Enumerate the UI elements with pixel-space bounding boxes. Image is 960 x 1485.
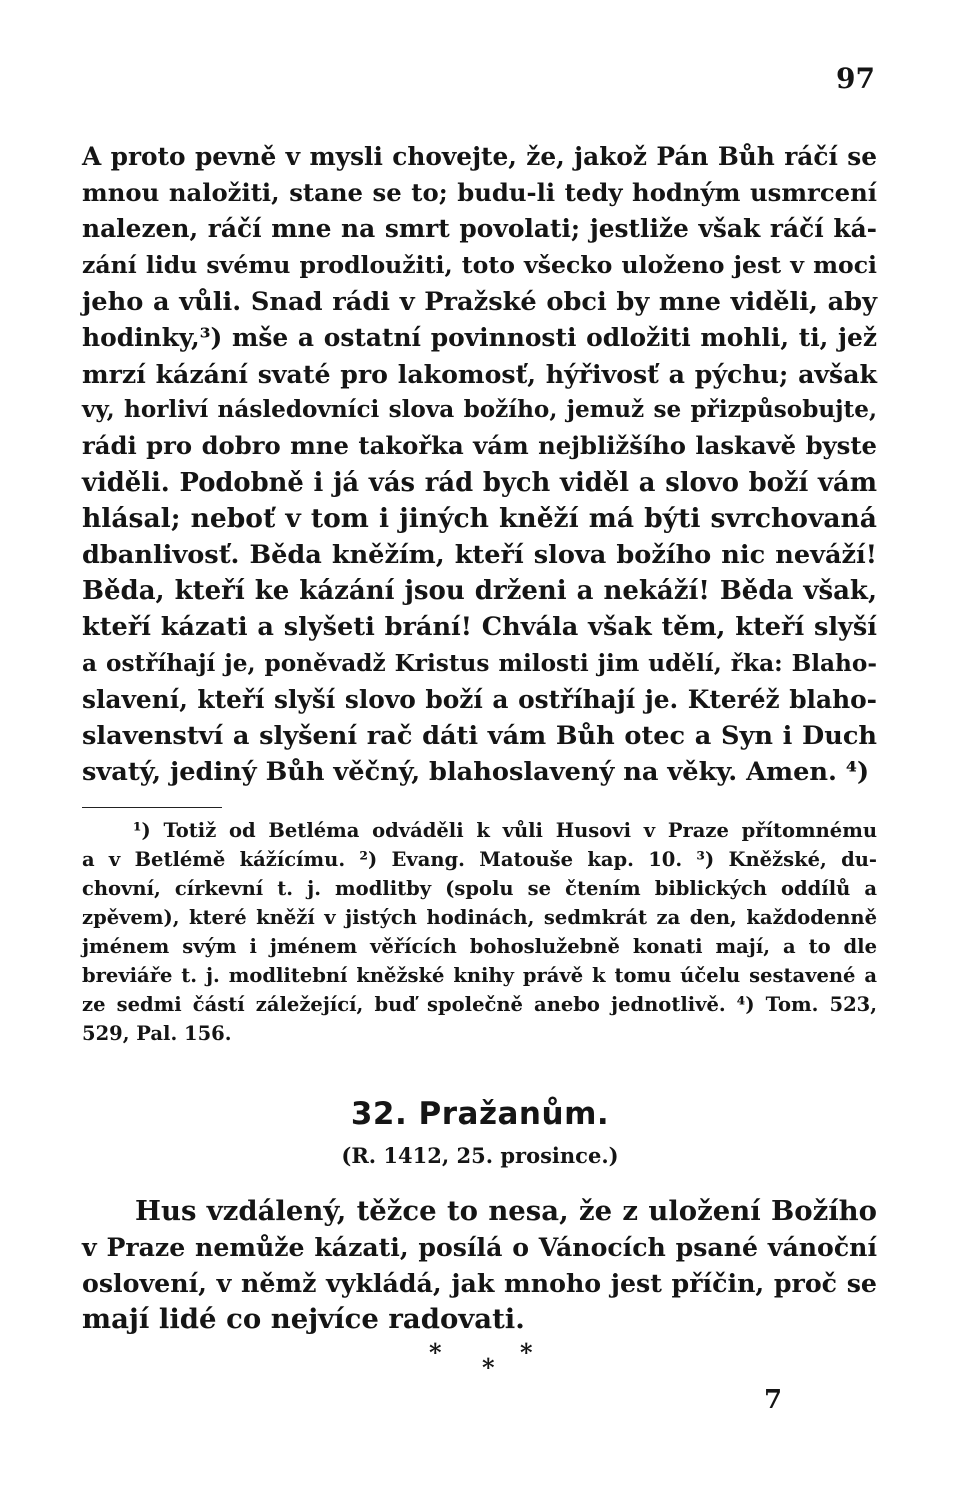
- paragraph-line: nalezen, ráčí mne na smrt povolati; jestliže však ráčí ká-: [82, 214, 877, 243]
- section-date: (R. 1412, 25. prosince.): [341, 1143, 619, 1168]
- footnote-line: zpěvem), které kněží v jistých hodinách, sedmkrát za den, každodenně: [82, 906, 877, 929]
- asterisk-mark: *: [520, 1338, 533, 1367]
- section-title: 32. Pražanům.: [350, 1096, 610, 1132]
- intro-line: Hus vzdálený, těžce to nesa, že z uložení Božího: [135, 1195, 877, 1227]
- footnote-line: 529, Pal. 156.: [82, 1022, 232, 1045]
- paragraph-line: slavenství a slyšení rač dáti vám Bůh otec a Syn i Duch: [82, 721, 877, 751]
- paragraph-line: mnou naložiti, stane se to; budu-li tedy hodným usmrcení: [82, 178, 877, 207]
- asterisk-mark: *: [429, 1338, 442, 1367]
- intro-line: oslovení, v němž vykládá, jak mnoho jest příčin, proč se: [82, 1268, 877, 1298]
- footnote-line: ¹) Totiž od Betléma odváděli k vůli Husovi v Praze přítomnému: [133, 819, 877, 842]
- paragraph-line: viděli. Podobně i já vás rád bych viděl a slovo boží vám: [82, 468, 877, 498]
- paragraph-line: svatý, jediný Bůh věčný, blahoslavený na věky. Amen. ⁴): [82, 757, 870, 787]
- paragraph-line: hlásal; neboť v tom i jiných kněží má býti svrchovaná: [82, 503, 877, 534]
- paragraph-line: Běda, kteří ke kázání jsou drženi a nekáží! Běda však,: [82, 576, 877, 606]
- footnote-line: chovní, církevní t. j. modlitby (spolu se čtením biblických oddílů a: [82, 877, 877, 900]
- paragraph-line: dbanlivosť. Běda kněžím, kteří slova božího nic neváží!: [82, 540, 877, 570]
- footnote-line: jménem svým i jménem věřících bohoslužebně konati mají, a to dle: [82, 935, 877, 958]
- paragraph-line: rádi pro dobro mne takořka vám nejbližšího laskavě byste: [82, 431, 877, 460]
- paragraph-line: hodinky,³) mše a ostatní povinnosti odložiti mohli, ti, jež: [82, 323, 877, 352]
- intro-line: v Praze nemůže kázati, posílá o Vánocích psané vánoční: [82, 1232, 877, 1262]
- paragraph-line: jeho a vůli. Snad rádi v Pražské obci by mne viděli, aby: [82, 287, 877, 317]
- paragraph-line: mrzí kázání svaté pro lakomosť, hýřivosť a pýchu; avšak: [82, 359, 877, 389]
- footnote-line: a v Betlémě kážícímu. ²) Evang. Matouše kap. 10. ³) Kněžské, du-: [82, 848, 877, 871]
- paragraph-line: kteří kázati a slyšeti brání! Chvála však těm, kteří slyší: [82, 612, 877, 642]
- footnote-line: ze sedmi částí záležející, buď společně anebo jednotlivě. ⁴) Tom. 523,: [82, 993, 877, 1016]
- footnote-line: breviáře t. j. modlitební kněžské knihy právě k tomu účelu sestavené a: [82, 964, 877, 987]
- page-number: 97: [836, 62, 875, 95]
- footnote-divider: [82, 807, 222, 808]
- paragraph-line: vy, horliví následovníci slova božího, jemuž se přizpůsobujte,: [82, 396, 877, 423]
- intro-line: mají lidé co nejvíce radovati.: [82, 1303, 525, 1335]
- paragraph-line: a ostříhají je, poněvadž Kristus milosti jim udělí, řka: Blaho-: [82, 650, 877, 677]
- asterisk-mark: *: [482, 1353, 495, 1382]
- paragraph-line: A proto pevně v mysli chovejte, že, jakož Pán Bůh ráčí se: [82, 142, 877, 171]
- paragraph-line: slavení, kteří slyší slovo boží a ostříhají je. Kteréž blaho-: [82, 685, 877, 714]
- signature-mark: 7: [764, 1385, 783, 1415]
- paragraph-line: zání lidu svému prodloužiti, toto všecko uloženo jest v moci: [82, 251, 877, 279]
